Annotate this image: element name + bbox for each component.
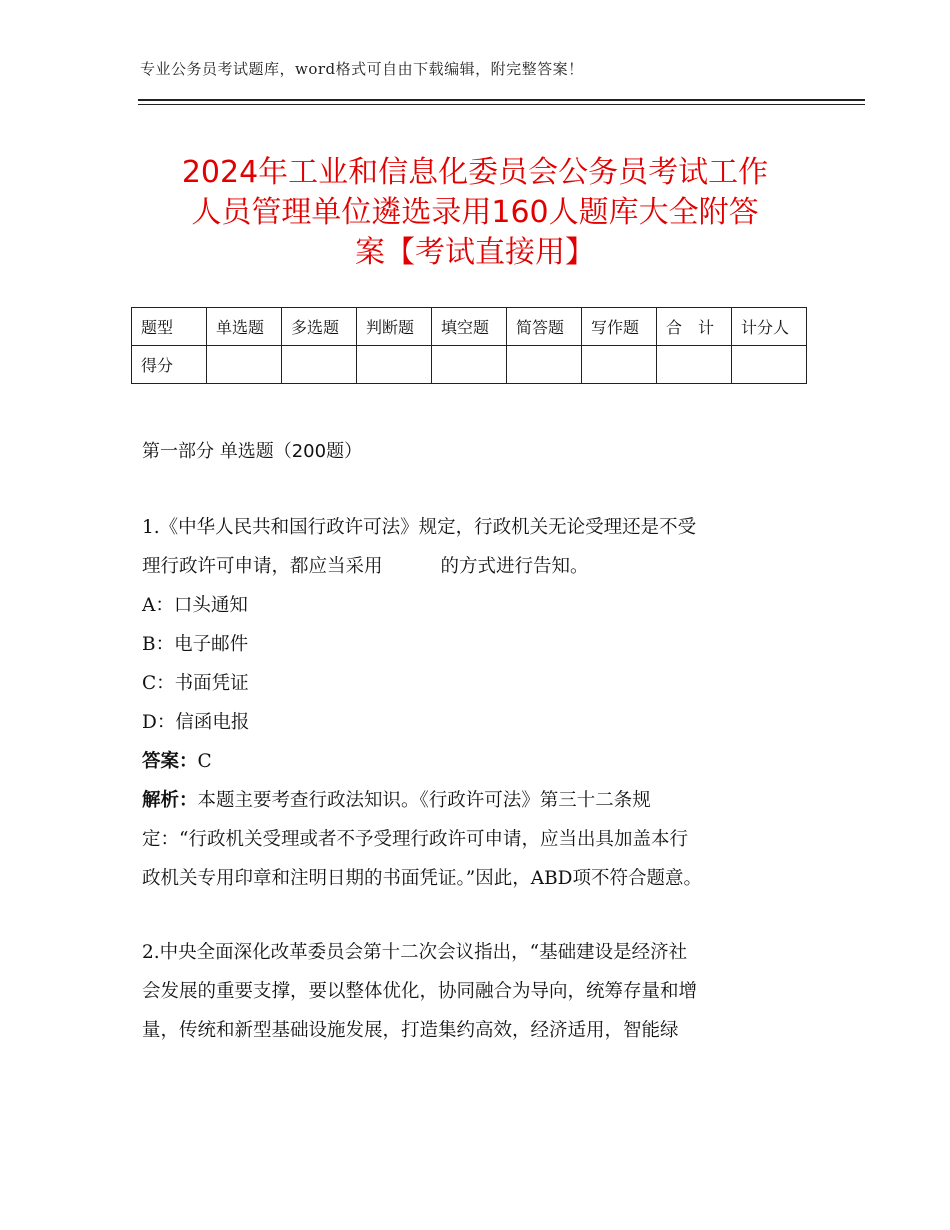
score-header-cell: 题型 [132, 308, 207, 346]
analysis-line: 政机关专用印章和注明日期的书面凭证。”因此，ABD项不符合题意。 [142, 868, 702, 889]
score-header-cell: 填空题 [432, 308, 507, 346]
score-header-cell: 简答题 [507, 308, 582, 346]
question-stem-part: 理行政许可申请，都应当采用 [142, 556, 383, 577]
score-header-cell: 写作题 [582, 308, 657, 346]
header-rule-thick [138, 99, 865, 101]
score-table-score-row [132, 346, 807, 384]
document-title [140, 153, 810, 273]
option-a: A：口头通知 [142, 595, 248, 616]
question-stem-part: 的方式进行告知。 [440, 556, 589, 577]
option-c: C：书面凭证 [142, 673, 249, 694]
score-table-header-row [132, 308, 807, 346]
analysis-line [142, 781, 802, 820]
score-header-cell: 计分人 [732, 308, 807, 346]
header-rule-thin [138, 104, 865, 105]
score-header-cell: 合 计 [657, 308, 732, 346]
question-stem-line: 会发展的重要支撑，要以整体优化，协同融合为导向，统筹存量和增 [142, 981, 698, 1002]
score-cell [207, 346, 282, 384]
answer-line [142, 742, 802, 781]
question-1 [142, 508, 802, 898]
score-header-cell: 单选题 [207, 308, 282, 346]
score-cell [507, 346, 582, 384]
analysis-text: 本题主要考查行政法知识。《行政许可法》第三十二条规 [197, 790, 651, 811]
score-header-cell: 多选题 [282, 308, 357, 346]
question-stem-line: 1.《中华人民共和国行政许可法》规定，行政机关无论受理还是不受 [142, 517, 697, 538]
score-cell [357, 346, 432, 384]
score-cell [432, 346, 507, 384]
answer-value: C [197, 751, 212, 772]
title-line-1: 2024年工业和信息化委员会公务员考试工作 [181, 155, 769, 190]
score-cell [657, 346, 732, 384]
section-title: 第一部分 单选题（200题） [142, 441, 363, 462]
score-cell [282, 346, 357, 384]
title-line-3: 案【考试直接用】 [355, 235, 595, 270]
score-cell [582, 346, 657, 384]
title-line-2: 人员管理单位遴选录用160人题库大全附答 [191, 195, 759, 230]
question-stem-line: 2.中央全面深化改革委员会第十二次会议指出，“基础建设是经济社 [142, 942, 688, 963]
question-2 [142, 933, 802, 1050]
score-cell [732, 346, 807, 384]
analysis-line: 定：“行政机关受理或者不予受理行政许可申请，应当出具加盖本行 [142, 829, 688, 850]
header-note: 专业公务员考试题库，word格式可自由下载编辑，附完整答案！ [140, 60, 584, 78]
score-row-label: 得分 [132, 346, 207, 384]
score-header-cell: 判断题 [357, 308, 432, 346]
question-stem-line: 量，传统和新型基础设施发展，打造集约高效，经济适用，智能绿 [142, 1020, 679, 1041]
analysis-label: 解析： [142, 790, 198, 811]
option-b: B：电子邮件 [142, 634, 249, 655]
option-d: D：信函电报 [142, 712, 250, 733]
question-stem-line [142, 547, 802, 586]
score-table [131, 307, 807, 384]
answer-label: 答案： [142, 751, 198, 772]
